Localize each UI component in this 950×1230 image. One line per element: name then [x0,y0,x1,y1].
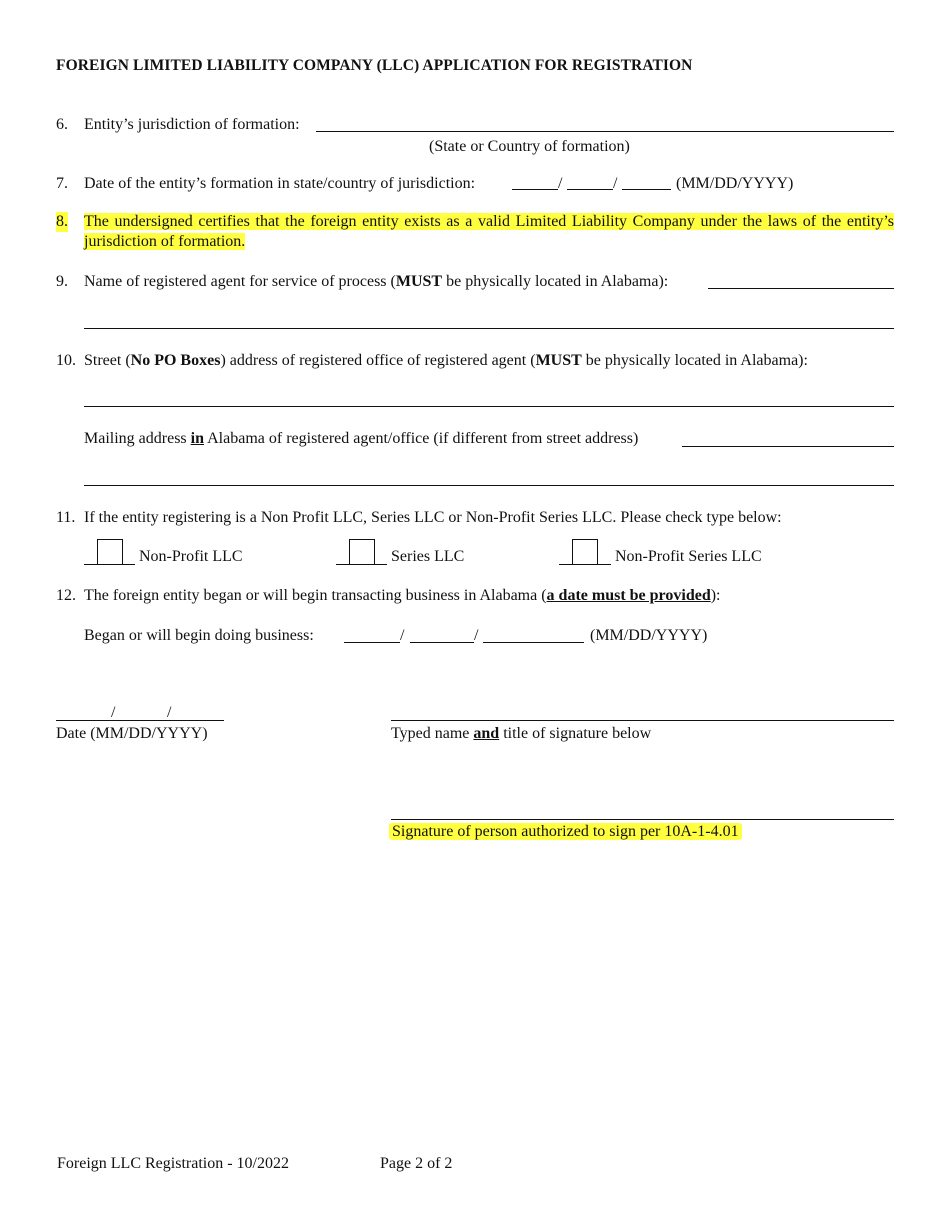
item-12-label: The foreign entity began or will begin transacting business in Alabama (a date must be provided): [84,587,721,604]
item-8-text: The undersigned certifies that the foreign entity exists as a valid Limited Liability Company under the laws of the entity’s jurisdiction of formation. [84,213,894,250]
item-6-sublabel: (State or Country of formation) [429,138,630,155]
begin-day-field[interactable] [410,642,474,643]
option-non-profit-series-llc: Non-Profit Series LLC [615,548,762,565]
typed-name-label: Typed name and title of signature below [391,725,652,742]
footer-page-number: Page 2 of 2 [380,1155,453,1172]
date-separator: / [613,175,618,192]
formation-day-field[interactable] [567,189,613,190]
formation-year-field[interactable] [622,189,671,190]
typed-name-field[interactable] [391,720,894,721]
signature-field[interactable] [391,819,894,820]
item-9-number: 9. [56,273,68,290]
page-title: FOREIGN LIMITED LIABILITY COMPANY (LLC) APPLICATION FOR REGISTRATION [56,57,693,74]
item-7-format: (MM/DD/YYYY) [676,175,794,192]
formation-month-field[interactable] [512,189,558,190]
item-12-number: 12. [56,587,76,604]
item-11-number: 11. [56,509,76,526]
item-8-number: 8. [56,213,68,230]
item-11-label: If the entity registering is a Non Profit LLC, Series LLC or Non-Profit Series LLC. Please check type below: [84,509,782,526]
date-label: Date (MM/DD/YYYY) [56,725,208,742]
option-non-profit-llc: Non-Profit LLC [139,548,243,565]
mailing-address-field[interactable] [682,446,894,447]
item-7-number: 7. [56,175,68,192]
date-separator: / [111,704,116,721]
non-profit-llc-checkbox[interactable] [97,539,123,565]
jurisdiction-field[interactable] [316,131,894,132]
registered-agent-field[interactable] [708,288,894,289]
item-6-number: 6. [56,116,68,133]
item-8-certification [56,212,894,252]
signature-date-field[interactable] [56,720,224,721]
date-separator: / [400,627,405,644]
begin-year-field[interactable] [483,642,584,643]
registered-agent-field-line-2[interactable] [84,328,894,329]
option-series-llc: Series LLC [391,548,465,565]
item-6-label: Entity’s jurisdiction of formation: [84,116,300,133]
signature-label: Signature of person authorized to sign per 10A-1-4.01 [389,822,742,842]
date-separator: / [474,627,479,644]
item-12-format: (MM/DD/YYYY) [590,627,708,644]
begin-business-label: Began or will begin doing business: [84,627,314,644]
date-separator: / [558,175,563,192]
street-address-field[interactable] [84,406,894,407]
item-10-label: Street (No PO Boxes) address of registered office of registered agent (MUST be physically located in Alabama): [84,352,808,369]
footer-form-id: Foreign LLC Registration - 10/2022 [57,1155,289,1172]
item-9-label: Name of registered agent for service of process (MUST be physically located in Alabama): [84,273,669,290]
mailing-address-label: Mailing address in Alabama of registered agent/office (if different from street address) [84,430,639,447]
series-llc-checkbox[interactable] [349,539,375,565]
non-profit-series-llc-checkbox[interactable] [572,539,598,565]
begin-month-field[interactable] [344,642,400,643]
item-7-label: Date of the entity’s formation in state/country of jurisdiction: [84,175,476,192]
item-10-number: 10. [56,352,76,369]
date-separator: / [167,704,172,721]
mailing-address-field-line-2[interactable] [84,485,894,486]
